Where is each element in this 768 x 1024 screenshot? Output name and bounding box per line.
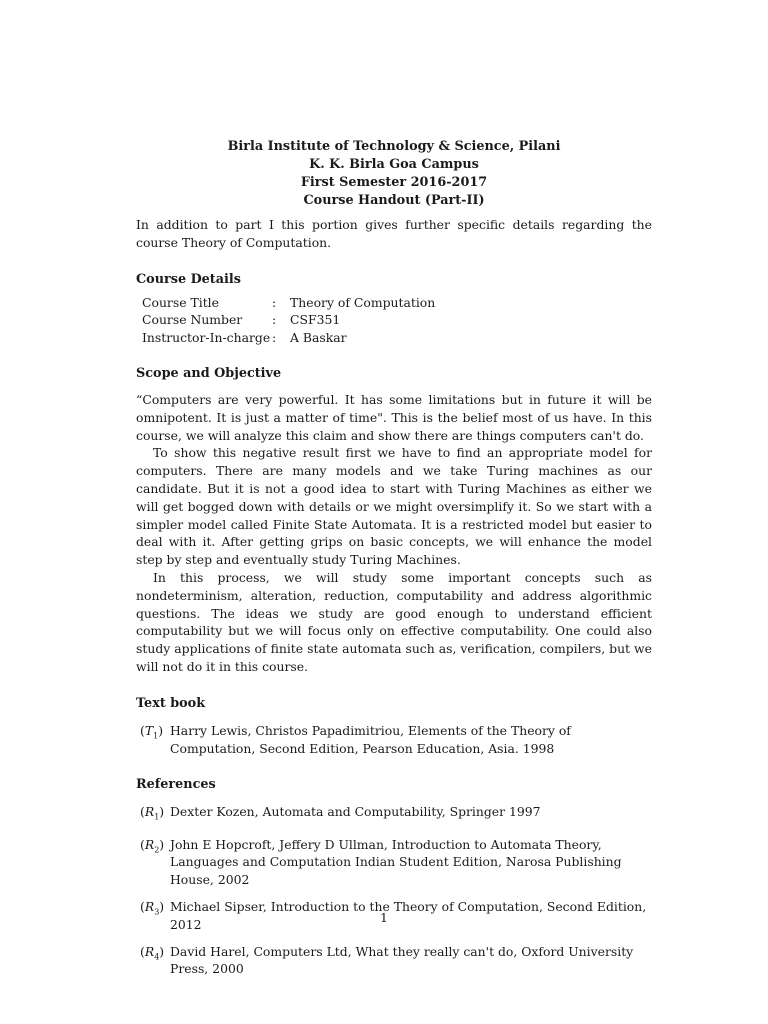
course-details-heading: Course Details: [136, 271, 241, 287]
citation-tag: $(R_4)$: [140, 943, 165, 962]
reference-citation: John E Hopcroft, Jeffery D Ullman, Introduction to Automata Theory, Languages and Computation Indian Student Edition, Narosa Publishing House, 2002: [170, 836, 622, 888]
detail-value: Theory of Computation: [290, 294, 436, 310]
list-item: [140, 943, 652, 979]
scope-paragraph-2: To show this negative result first we have to find an appropriate model for computers. There are many models and we take Turing machines as our candidate. But it is not a good idea to start with Turing Machines as either we will get bogged down with details or we might oversimplify it. So we start with a simpler model called Finite State Automata. It is a restricted model but easier to deal with it. After getting grips on basic concepts, we will enhance the model step by step and eventually study Turing Machines.: [136, 445, 652, 568]
scope-paragraph-1: “Computers are very powerful. It has some limitations but in future it will be omnipotent. It is just a matter of time". This is the belief most of us have. In this course, we will analyze this claim and show there are things computers can't do.: [136, 391, 652, 443]
citation-tag: $(R_1)$: [140, 804, 165, 822]
detail-separator: :: [272, 312, 277, 328]
document-header: [136, 138, 652, 210]
references-heading: References: [136, 777, 216, 793]
table-row: [142, 311, 435, 329]
scope-heading: Scope and Objective: [136, 365, 282, 381]
list-item: [140, 803, 652, 826]
citation-tag: $(R_3)$: [140, 898, 165, 917]
handout-page: [136, 138, 652, 978]
citation-tag: $(T_1)$: [140, 722, 164, 741]
reference-citation: Michael Sipser, Introduction to the Theory of Computation, Second Edition, 2012: [170, 898, 647, 932]
reference-citation: Dexter Kozen, Automata and Computability, Springer 1997: [170, 804, 541, 820]
textbook-heading: Text book: [136, 695, 206, 711]
detail-key: Course Title: [142, 294, 219, 310]
citation-tag: $(R_2)$: [140, 836, 165, 855]
intro-paragraph: In addition to part I this portion gives further specific details regarding the course Theory of Computation.: [136, 217, 652, 250]
detail-key: Instructor-In-charge: [142, 330, 271, 346]
page-number: 1: [380, 910, 388, 925]
textbook-citation: Harry Lewis, Christos Papadimitriou, Elements of the Theory of Computation, Second Edition, Pearson Education, Asia. 1998: [170, 722, 571, 756]
detail-value: CSF351: [290, 312, 341, 328]
detail-key: Course Number: [142, 312, 243, 328]
handout-title: Course Handout (Part-II): [303, 193, 485, 208]
list-item: [140, 836, 652, 889]
table-row: [142, 329, 435, 347]
table-row: [142, 294, 435, 312]
detail-separator: :: [272, 294, 277, 310]
detail-separator: :: [272, 330, 277, 346]
detail-value: A Baskar: [290, 330, 347, 346]
list-item: [140, 722, 652, 758]
reference-citation: David Harel, Computers Ltd, What they really can't do, Oxford University Press, 2000: [170, 943, 634, 977]
institute-name: Birla Institute of Technology & Science, Pilani: [227, 139, 561, 154]
scope-paragraph-3: In this process, we will study some important concepts such as nondeterminism, alteration, reduction, computability and address algorithmic questions. The ideas we study are good enough to understand efficient computability but we will focus only on effective computability. One could also study applications of finite state automata such as, verification, compilers, but we will not do it in this course.: [136, 569, 652, 674]
campus-name: K. K. Birla Goa Campus: [309, 157, 479, 172]
semester: First Semester 2016-2017: [300, 175, 488, 190]
course-details-table: [142, 294, 435, 347]
